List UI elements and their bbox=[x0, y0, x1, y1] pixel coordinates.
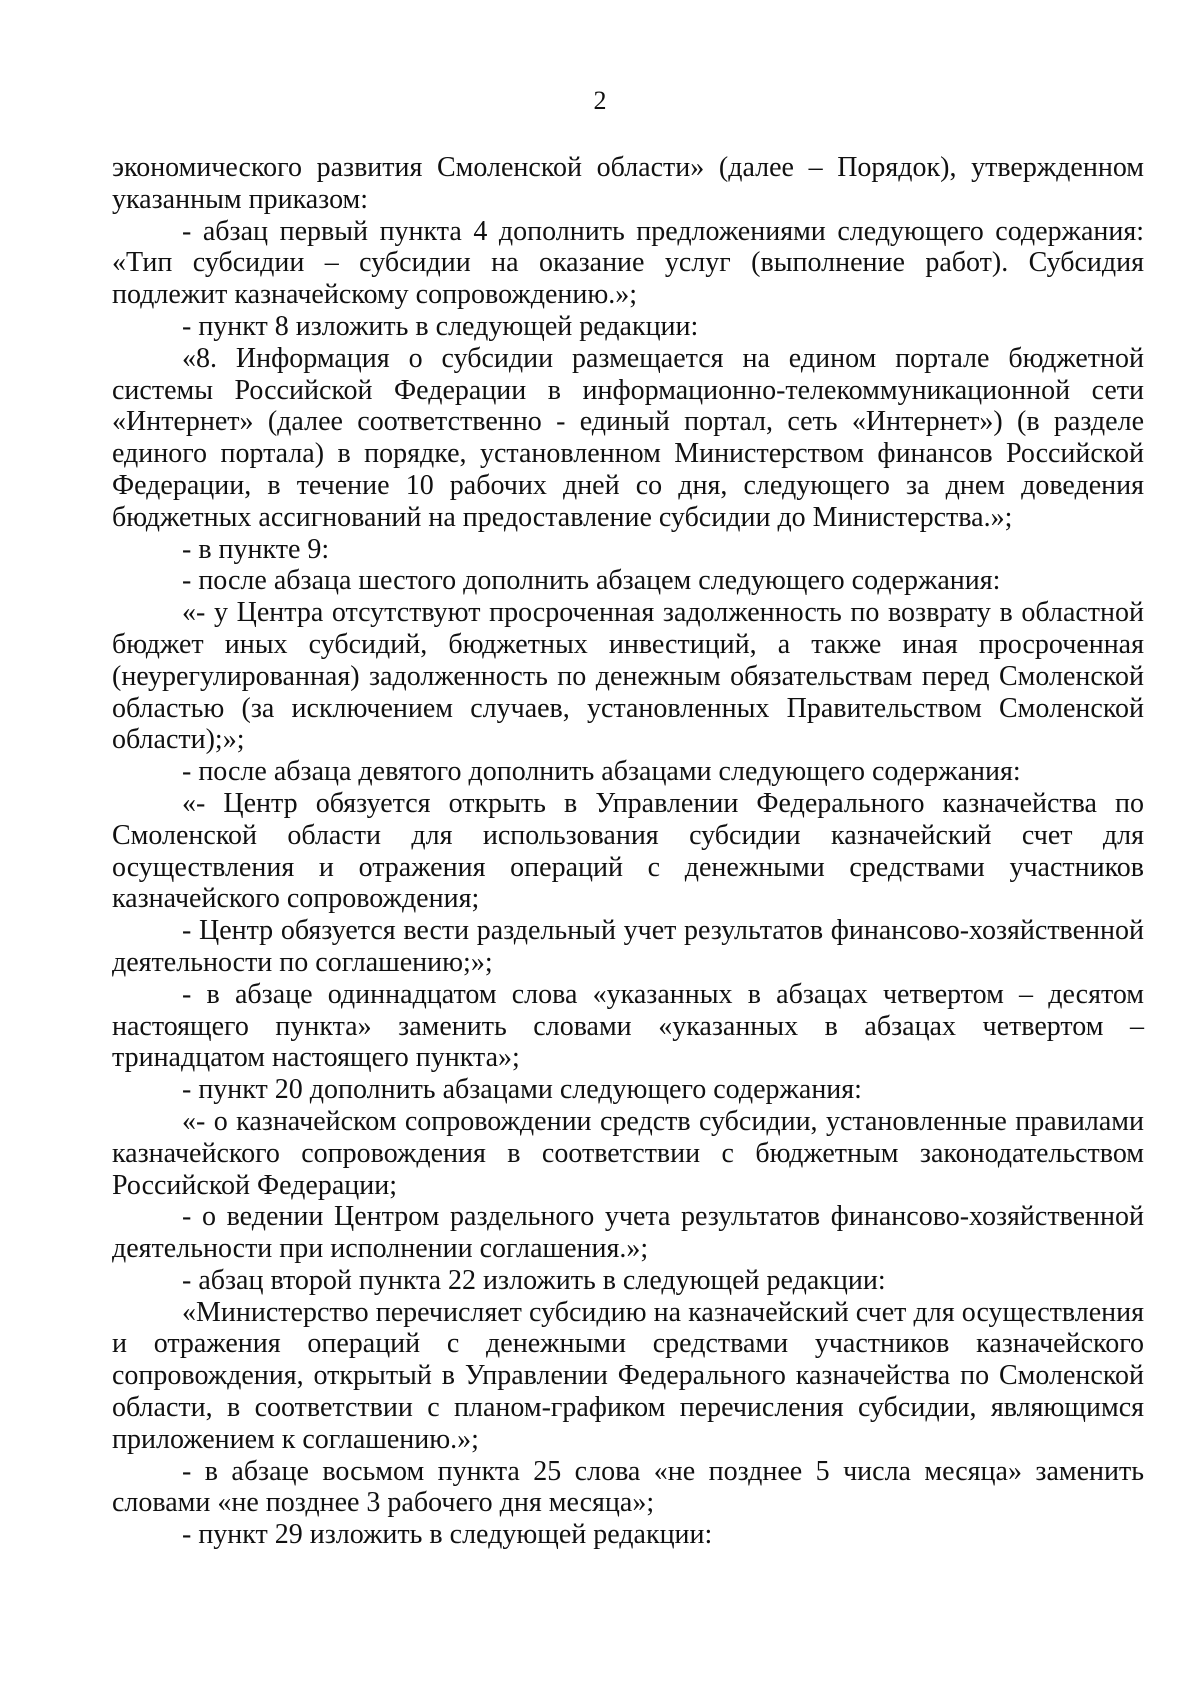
paragraph: «Министерство перечисляет субсидию на казначейский счет для осуществления и отражения операций с денежными средствами участников казначейского сопровождения, открытый в Управлении Федерального казначейства по Смоленской области, в соответствии с планом-графиком перечисления субсидии, являющимся приложением к соглашению.»; bbox=[112, 1296, 1144, 1455]
paragraph: - пункт 29 изложить в следующей редакции: bbox=[182, 1519, 713, 1551]
paragraph: - в абзаце восьмом пункта 25 слова «не позднее 5 числа месяца» заменить словами «не позднее 3 рабочего дня месяца»; bbox=[112, 1455, 1144, 1519]
paragraph: «- о казначейском сопровождении средств субсидии, установленные правилами казначейского сопровождения в соответствии с бюджетным законодательством Российской Федерации; bbox=[112, 1105, 1144, 1201]
paragraph: - абзац второй пункта 22 изложить в следующей редакции: bbox=[182, 1264, 886, 1296]
paragraph: - пункт 8 изложить в следующей редакции: bbox=[182, 310, 699, 342]
paragraph: «- Центр обязуется открыть в Управлении Федерального казначейства по Смоленской области для использования субсидии казначейский счет для осуществления и отражения операций с денежными средствами участников казначейского сопровождения; bbox=[112, 787, 1144, 915]
paragraph: экономического развития Смоленской области» (далее – Порядок), утвержденном указанным приказом: bbox=[112, 152, 1144, 215]
paragraph: - Центр обязуется вести раздельный учет результатов финансово-хозяйственной деятельности по соглашению;»; bbox=[112, 915, 1144, 978]
paragraph: - после абзаца шестого дополнить абзацем следующего содержания: bbox=[182, 565, 1001, 597]
paragraph: «- у Центра отсутствуют просроченная задолженность по возврату в областной бюджет иных субсидий, бюджетных инвестиций, а также иная просроченная (неурегулированная) задолженность по денежным обязательствам перед Смоленской областью (за исключением случаев, установленных Правительством Смоленской области);»; bbox=[112, 597, 1144, 756]
paragraph: «8. Информация о субсидии размещается на едином портале бюджетной системы Российской Федерации в информационно-телекоммуникационной сети «Интернет» (далее соответственно - единый портал, сеть «Интернет») (в разделе единого портала) в порядке, установленном Министерством финансов Российской Федерации, в течение 10 рабочих дней со дня, следующего за днем доведения бюджетных ассигнований на предоставление субсидии до Министерства.»; bbox=[112, 342, 1144, 533]
page-number: 2 bbox=[593, 86, 607, 115]
paragraph: - в пункте 9: bbox=[182, 533, 330, 565]
paragraph: - о ведении Центром раздельного учета результатов финансово-хозяйственной деятельности при исполнении соглашения.»; bbox=[112, 1201, 1144, 1265]
paragraph: - пункт 20 дополнить абзацами следующего содержания: bbox=[182, 1074, 862, 1106]
paragraph: - после абзаца девятого дополнить абзацами следующего содержания: bbox=[182, 756, 1021, 788]
paragraph: - абзац первый пункта 4 дополнить предложениями следующего содержания: «Тип субсидии – субсидии на оказание услуг (выполнение работ). Субсидия подлежит казначейскому сопровождению.»; bbox=[112, 215, 1144, 311]
paragraph: - в абзаце одиннадцатом слова «указанных в абзацах четвертом – десятом настоящего пункта» заменить словами «указанных в абзацах четвертом – тринадцатом настоящего пункта»; bbox=[112, 978, 1144, 1074]
document-body bbox=[112, 152, 1144, 1551]
